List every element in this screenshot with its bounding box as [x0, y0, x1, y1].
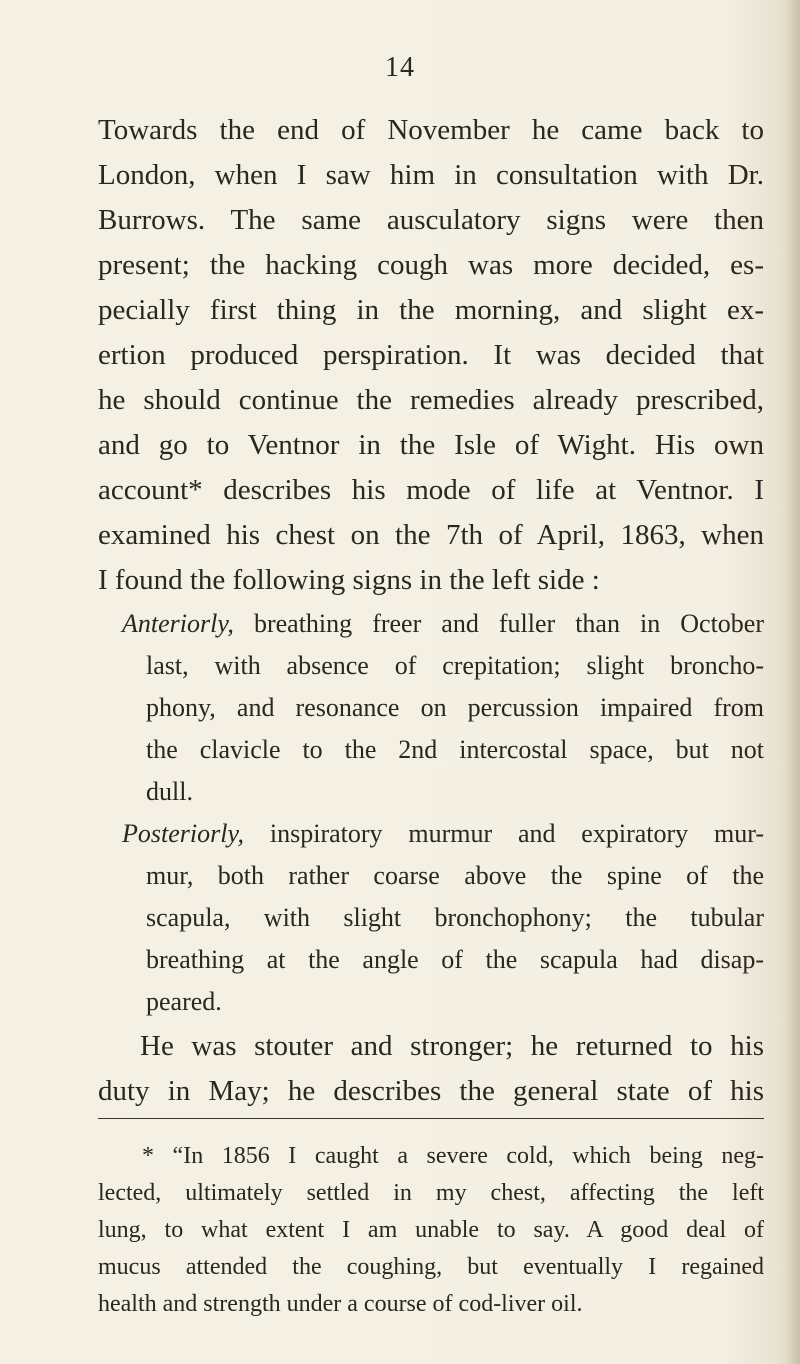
- paragraph-line: he should continue the remedies already prescribed,: [98, 384, 764, 416]
- posteriorly-first-line: [122, 814, 764, 854]
- footnote-line: health and strength under a course of cod-liver oil.: [98, 1291, 583, 1317]
- posteriorly-line: scapula, with slight bronchophony; the tubular: [146, 903, 764, 932]
- posteriorly-heading: Posteriorly,: [122, 819, 245, 848]
- footnote-line: lected, ultimately settled in my chest, affecting the left: [98, 1180, 764, 1206]
- footnote-line: * “In 1856 I caught a severe cold, which being neg-: [142, 1143, 764, 1169]
- footnote-line: mucus attended the coughing, but eventually I regained: [98, 1254, 764, 1280]
- anteriorly-first-line-text: breathing freer and fuller than in October: [233, 609, 764, 638]
- paragraph-line: present; the hacking cough was more decided, es-: [98, 249, 764, 281]
- posteriorly-line: mur, both rather coarse above the spine of the: [146, 861, 764, 890]
- footnote-line: lung, to what extent I am unable to say. A good deal of: [98, 1217, 764, 1243]
- anteriorly-first-line: [122, 604, 764, 644]
- paragraph-line: London, when I saw him in consultation with Dr.: [98, 159, 764, 191]
- paragraph-line: Towards the end of November he came back to: [98, 114, 764, 146]
- anteriorly-line: dull.: [146, 777, 193, 806]
- posteriorly-line: peared.: [146, 987, 222, 1016]
- paragraph-line: and go to Ventnor in the Isle of Wight. His own: [98, 429, 764, 461]
- paragraph-line: ertion produced perspiration. It was decided that: [98, 339, 764, 371]
- paragraph-line: account* describes his mode of life at Ventnor. I: [98, 474, 764, 506]
- paragraph-line: Burrows. The same ausculatory signs were then: [98, 204, 764, 236]
- paragraph-line: pecially first thing in the morning, and slight ex-: [98, 294, 764, 326]
- footnote-rule: [98, 1118, 764, 1119]
- anteriorly-line: phony, and resonance on percussion impaired from: [146, 693, 764, 722]
- paragraph-line: He was stouter and stronger; he returned to his: [140, 1030, 764, 1062]
- anteriorly-line: last, with absence of crepitation; slight broncho-: [146, 651, 764, 680]
- page-edge-shadow: [786, 0, 800, 1364]
- anteriorly-line: the clavicle to the 2nd intercostal space, but not: [146, 735, 764, 764]
- anteriorly-heading: Anteriorly,: [122, 609, 234, 638]
- posteriorly-line: breathing at the angle of the scapula had disap-: [146, 945, 764, 974]
- paragraph-line: examined his chest on the 7th of April, 1863, when: [98, 519, 764, 551]
- page-number: 14: [385, 52, 415, 83]
- posteriorly-first-line-text: inspiratory murmur and expiratory mur-: [244, 819, 764, 848]
- paragraph-line: duty in May; he describes the general state of his: [98, 1075, 764, 1107]
- paragraph-line: I found the following signs in the left side :: [98, 564, 600, 596]
